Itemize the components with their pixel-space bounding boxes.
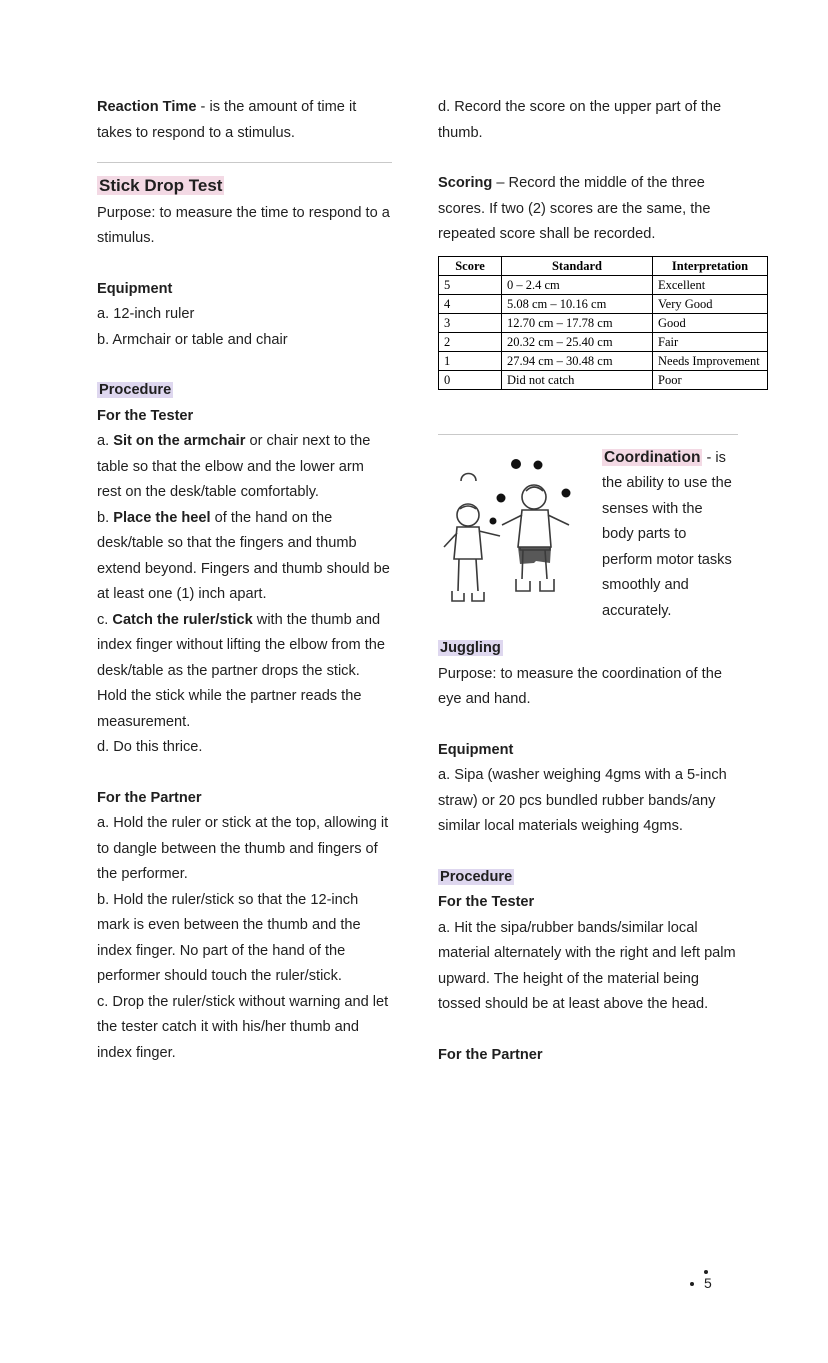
spacer: [97, 353, 392, 378]
cell-standard: 0 – 2.4 cm: [502, 275, 653, 294]
left-column: [97, 95, 392, 1066]
step-bold: Place the heel: [113, 509, 211, 526]
footer-bullet-row-bottom: [690, 1274, 726, 1293]
cell-standard: 27.94 cm – 30.48 cm: [502, 351, 653, 370]
reaction-time-label: Reaction Time: [97, 99, 197, 115]
table-header-row: [439, 256, 768, 275]
cell-standard: 12.70 cm – 17.78 cm: [502, 313, 653, 332]
equipment-heading: Equipment: [438, 741, 514, 758]
page-number: 5: [704, 1275, 712, 1291]
tester-step: a. Hit the sipa/rubber bands/similar local material alternately with the right and left palm upward. The height of the material being tossed should be at least above the head.: [438, 919, 736, 1012]
cell-score: 1: [439, 351, 502, 370]
cell-interpretation: Very Good: [653, 294, 768, 313]
coordination-block: [438, 445, 738, 625]
equipment-item: b. Armchair or table and chair: [97, 331, 288, 348]
juggling-illustration: [438, 451, 596, 611]
cell-score: 5: [439, 275, 502, 294]
cell-standard: 5.08 cm – 10.16 cm: [502, 294, 653, 313]
scoring-text: – Record the middle of the three scores. If two (2) scores are the same, the repeated score shall be recorded.: [438, 175, 711, 242]
coordination-label: Coordination: [604, 448, 701, 466]
procedure-heading-text: Procedure: [440, 868, 513, 885]
section-divider: [438, 434, 738, 435]
step-prefix: c.: [97, 611, 113, 628]
equipment-item: a. 12-inch ruler: [97, 306, 195, 322]
juggling-purpose: Purpose: to measure the coordination of the eye and hand.: [438, 665, 722, 707]
table-row: [439, 332, 768, 351]
partner-step: b. Hold the ruler/stick so that the 12-inch mark is even between the thumb and the index finger. No part of the hand of the performer should touch the ruler/stick.: [97, 891, 361, 984]
table-row: [439, 370, 768, 389]
stick-drop-test-purpose: Purpose: to measure the time to respond to a stimulus.: [97, 204, 390, 246]
step-rest: with the thumb and index finger without lifting the elbow from the desk/table as the partner drops the stick. Hold the stick while the partner reads the measurement.: [97, 611, 385, 730]
for-the-tester-heading: For the Tester: [97, 407, 194, 424]
spacer: [438, 1018, 738, 1043]
partner-step: a. Hold the ruler or stick at the top, allowing it to dangle between the thumb and fingers of the performer.: [97, 815, 389, 882]
table-row: [439, 275, 768, 294]
table-header-score: Score: [439, 256, 502, 275]
tester-step: [97, 506, 392, 608]
step-prefix: d.: [97, 739, 114, 755]
table-row: [439, 351, 768, 370]
spacer: [438, 840, 738, 865]
table-row: [439, 294, 768, 313]
for-the-partner-heading: For the Partner: [97, 789, 202, 806]
spacer: [97, 761, 392, 786]
section-divider: [97, 162, 392, 163]
cell-standard: 20.32 cm – 25.40 cm: [502, 332, 653, 351]
step-rest: of the hand on the desk/table so that the fingers and thumb extend beyond. Fingers and thumb should be at least one (1) inch apart.: [97, 509, 390, 602]
table-header-interpretation: Interpretation: [653, 256, 768, 275]
juggling-title: [438, 636, 738, 662]
spacer: [438, 146, 738, 171]
procedure-heading-text: Procedure: [99, 382, 172, 398]
stick-drop-test-title: [97, 173, 392, 199]
footer-spacer: [690, 1270, 694, 1274]
spacer: [438, 624, 738, 636]
spacer: [438, 713, 738, 738]
cell-interpretation: Poor: [653, 370, 768, 389]
coordination-text: - is the ability to use the senses with the body parts to perform motor tasks smoothly and accurately.: [602, 449, 732, 619]
equipment-item: a. Sipa (washer weighing 4gms with a 5-inch straw) or 20 pcs bundled rubber bands/any similar local materials weighing 4gms.: [438, 767, 727, 834]
for-the-partner-heading: For the Partner: [438, 1046, 543, 1063]
cell-score: 2: [439, 332, 502, 351]
table-header-standard: Standard: [502, 256, 653, 275]
step-prefix: b.: [97, 509, 114, 526]
procedure-heading: [97, 378, 392, 404]
cell-interpretation: Fair: [653, 332, 768, 351]
bullet-icon: [690, 1282, 694, 1286]
cell-score: 3: [439, 313, 502, 332]
record-score-item: d. Record the score on the upper part of the thumb.: [438, 99, 722, 141]
for-the-tester-heading: For the Tester: [438, 894, 535, 910]
juggling-title-text: Juggling: [440, 640, 501, 656]
reaction-time-text: - is the amount of time it takes to respond to a stimulus.: [97, 99, 357, 141]
tester-step: [97, 429, 392, 506]
cell-score: 4: [439, 294, 502, 313]
table-row: [439, 313, 768, 332]
cell-score: 0: [439, 370, 502, 389]
step-bold: Catch the ruler/stick: [112, 611, 253, 628]
reaction-time-paragraph: [97, 95, 392, 146]
step-rest: or chair next to the table so that the elbow and the lower arm rest on the desk/table comfortably.: [97, 433, 371, 500]
tester-step: [97, 735, 392, 761]
procedure-heading: [438, 865, 738, 891]
scoring-label: Scoring: [438, 175, 493, 191]
spacer: [97, 252, 392, 277]
cell-interpretation: Good: [653, 313, 768, 332]
stick-drop-test-title-text: Stick Drop Test: [99, 176, 223, 195]
cell-interpretation: Excellent: [653, 275, 768, 294]
step-rest: Do this thrice.: [113, 739, 203, 755]
step-prefix: a.: [97, 433, 114, 449]
page-footer: [690, 1270, 726, 1293]
step-bold: Sit on the armchair: [113, 433, 246, 449]
score-table: [438, 256, 768, 390]
cell-standard: Did not catch: [502, 370, 653, 389]
cell-interpretation: Needs Improvement: [653, 351, 768, 370]
partner-step: c. Drop the ruler/stick without warning and let the tester catch it with his/her thumb and index finger.: [97, 993, 389, 1061]
scoring-paragraph: [438, 171, 738, 248]
right-column: [438, 95, 760, 1068]
equipment-heading: Equipment: [97, 280, 173, 297]
tester-step: [97, 608, 392, 736]
